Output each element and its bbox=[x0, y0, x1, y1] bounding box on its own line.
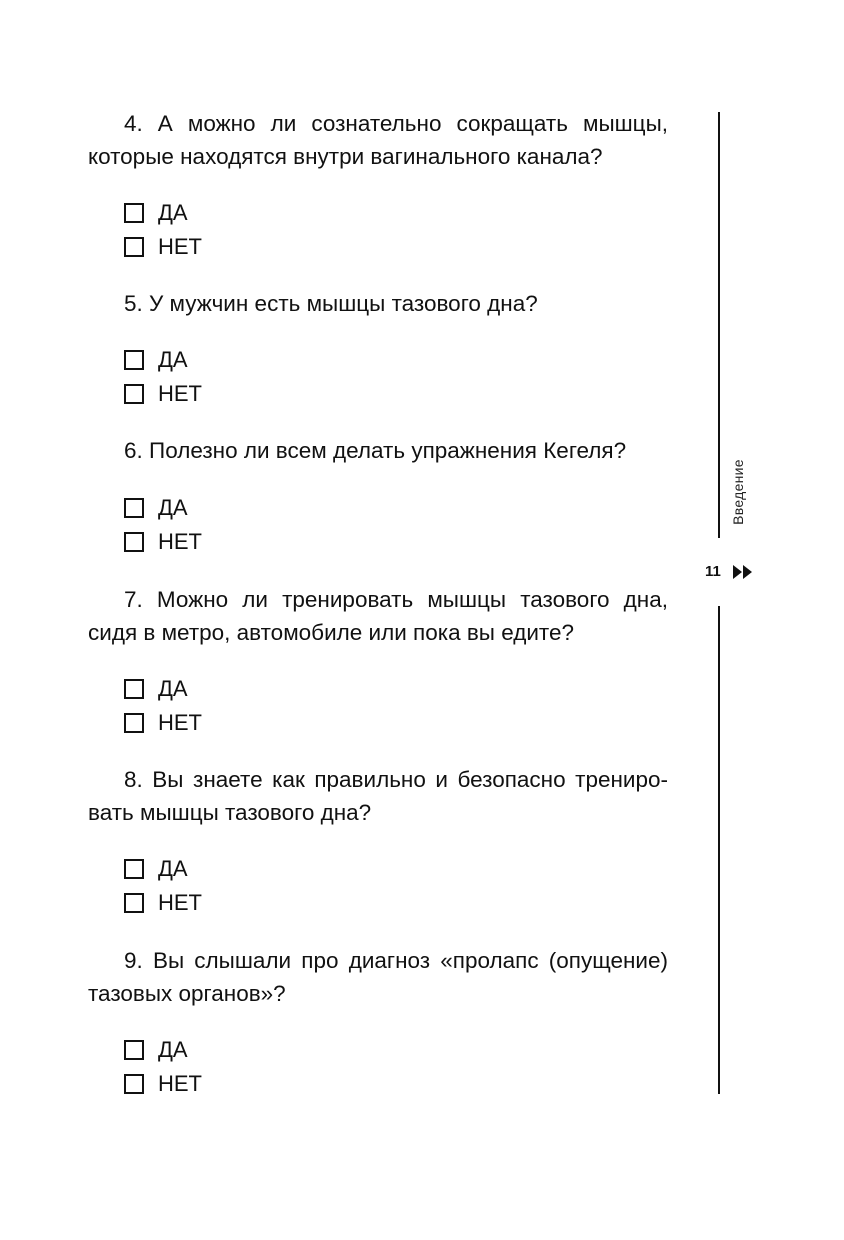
question-text-line: 5. У мужчин есть мышцы тазового дна? bbox=[124, 291, 538, 316]
section-title: Введение bbox=[730, 459, 746, 525]
option-label: ДА bbox=[158, 1037, 188, 1062]
question-6 bbox=[88, 434, 668, 467]
answer-option-no[interactable] bbox=[124, 1071, 202, 1097]
checkbox[interactable] bbox=[124, 679, 144, 699]
answer-option-yes[interactable] bbox=[124, 676, 188, 702]
question-7 bbox=[88, 583, 668, 649]
answer-option-yes[interactable] bbox=[124, 856, 188, 882]
answer-option-no[interactable] bbox=[124, 234, 202, 260]
checkbox[interactable] bbox=[124, 893, 144, 913]
option-label: НЕТ bbox=[158, 1071, 202, 1096]
double-play-arrow-icon bbox=[733, 565, 753, 579]
checkbox[interactable] bbox=[124, 498, 144, 518]
option-label: ДА bbox=[158, 676, 188, 701]
answer-option-no[interactable] bbox=[124, 890, 202, 916]
option-label: НЕТ bbox=[158, 234, 202, 259]
question-text-line: 4. А можно ли сознательно сокращать мышцы, bbox=[124, 111, 668, 136]
checkbox[interactable] bbox=[124, 859, 144, 879]
answer-option-no[interactable] bbox=[124, 381, 202, 407]
option-label: ДА bbox=[158, 347, 188, 372]
option-label: НЕТ bbox=[158, 381, 202, 406]
checkbox[interactable] bbox=[124, 713, 144, 733]
checkbox[interactable] bbox=[124, 350, 144, 370]
answer-option-yes[interactable] bbox=[124, 1037, 188, 1063]
checkbox[interactable] bbox=[124, 384, 144, 404]
answer-option-yes[interactable] bbox=[124, 200, 188, 226]
question-9 bbox=[88, 944, 668, 1010]
option-label: НЕТ bbox=[158, 710, 202, 735]
checkbox[interactable] bbox=[124, 237, 144, 257]
option-label: ДА bbox=[158, 856, 188, 881]
checkbox[interactable] bbox=[124, 532, 144, 552]
checkbox[interactable] bbox=[124, 1074, 144, 1094]
margin-rule-bottom bbox=[718, 606, 720, 1094]
option-label: НЕТ bbox=[158, 529, 202, 554]
question-5 bbox=[88, 287, 668, 320]
question-text-line: 9. Вы слышали про диагноз «пролапс (опущение) bbox=[124, 948, 668, 973]
margin-rule-top bbox=[718, 112, 720, 538]
question-text-line: 8. Вы знаете как правильно и безопасно трениро- bbox=[124, 767, 668, 792]
option-label: ДА bbox=[158, 200, 188, 225]
checkbox[interactable] bbox=[124, 1040, 144, 1060]
checkbox[interactable] bbox=[124, 203, 144, 223]
option-label: ДА bbox=[158, 495, 188, 520]
option-label: НЕТ bbox=[158, 890, 202, 915]
question-text-line: вать мышцы тазового дна? bbox=[88, 800, 372, 825]
question-text-line: сидя в метро, автомобиле или пока вы едите? bbox=[88, 620, 575, 645]
question-text-line: тазовых органов»? bbox=[88, 981, 286, 1006]
question-text-line: которые находятся внутри вагинального канала? bbox=[88, 144, 603, 169]
question-text-line: 6. Полезно ли всем делать упражнения Кегеля? bbox=[124, 438, 627, 463]
question-8 bbox=[88, 763, 668, 829]
question-4 bbox=[88, 107, 668, 173]
answer-option-yes[interactable] bbox=[124, 495, 188, 521]
answer-option-no[interactable] bbox=[124, 710, 202, 736]
question-text-line: 7. Можно ли тренировать мышцы тазового дна, bbox=[124, 587, 668, 612]
page-number: 11 bbox=[705, 563, 721, 580]
answer-option-no[interactable] bbox=[124, 529, 202, 555]
answer-option-yes[interactable] bbox=[124, 347, 188, 373]
